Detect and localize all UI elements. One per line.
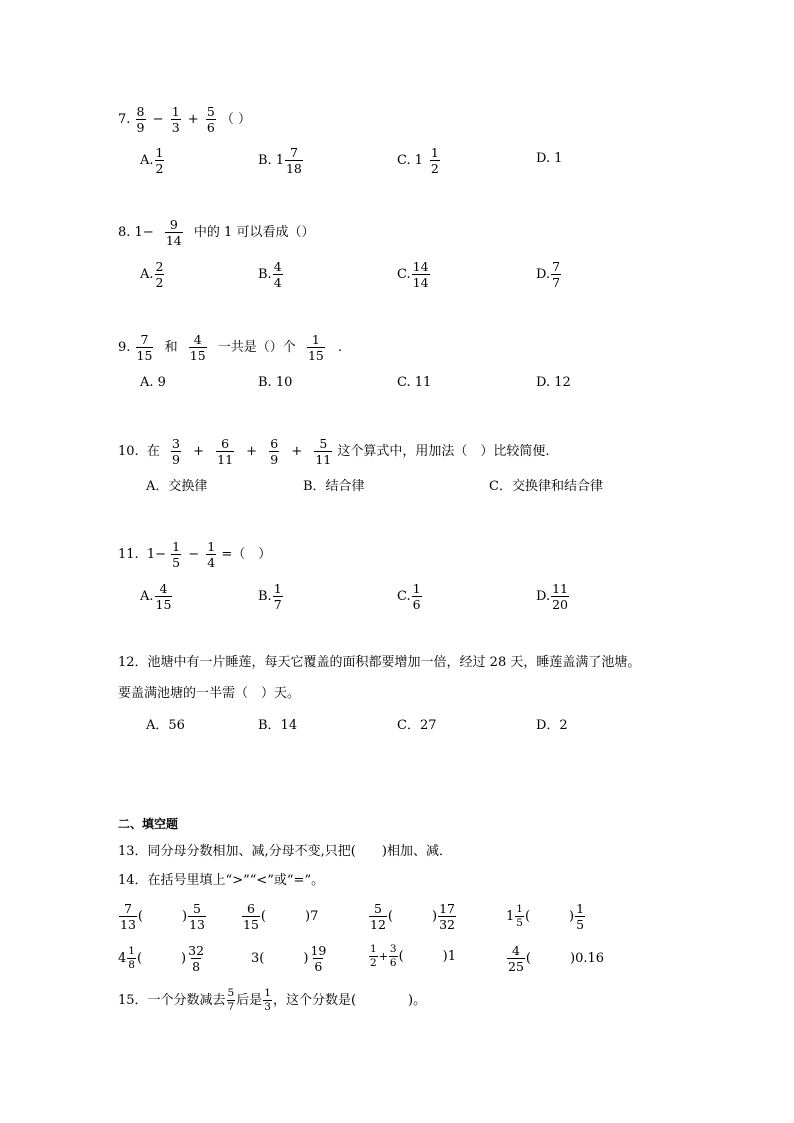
fraction: $\frac{1}{4}$ xyxy=(207,539,216,571)
fraction: $\frac{1}{5}$ xyxy=(516,903,523,930)
option-b[interactable] xyxy=(258,376,292,389)
option-label: B. xyxy=(258,153,272,169)
option-label: C. xyxy=(397,267,411,283)
fraction: $\frac{4}{15}$ xyxy=(189,332,206,364)
fraction: $\frac{1}{3}$ xyxy=(171,104,180,136)
fraction: $\frac{1}{7}$ xyxy=(273,581,282,613)
question-11 xyxy=(118,540,271,569)
fraction: $\frac{1}{5}$ xyxy=(576,901,585,933)
minus-sign: − xyxy=(188,547,200,563)
expression-lead: 1− xyxy=(146,547,166,563)
number: 3 xyxy=(251,951,260,967)
question-15 xyxy=(118,988,426,1013)
option-b[interactable] xyxy=(258,582,284,611)
whole-number: 1 xyxy=(275,153,284,169)
question-text: 后是 xyxy=(236,993,263,1009)
option-c[interactable]: C．交换律和结合律 xyxy=(489,479,603,494)
fraction: $\frac{5}{7}$ xyxy=(227,987,235,1014)
minus-sign: − xyxy=(152,112,164,128)
question-number: 7. xyxy=(118,112,131,128)
plus-sign: + xyxy=(246,444,258,460)
option-b[interactable]: B．结合律 xyxy=(303,479,365,494)
plus-sign: + xyxy=(187,112,199,128)
fraction: $\frac{5}{13}$ xyxy=(189,901,205,933)
fraction: $\frac{4}{15}$ xyxy=(155,581,172,613)
fraction: $\frac{1}{5}$ xyxy=(172,539,181,571)
fraction: $\frac{5}{6}$ xyxy=(206,104,215,136)
fraction: $\frac{5}{11}$ xyxy=(315,436,332,468)
compare-item xyxy=(241,902,318,931)
option-c[interactable] xyxy=(397,376,431,389)
fraction: $\frac{14}{14}$ xyxy=(412,259,429,291)
fraction: $\frac{2}{2}$ xyxy=(155,259,164,291)
fraction: $\frac{7}{18}$ xyxy=(285,145,302,177)
compare-item xyxy=(251,944,328,973)
option-label: C. xyxy=(397,375,411,390)
option-b[interactable] xyxy=(258,146,304,175)
number: 1 xyxy=(447,949,457,965)
fraction: $\frac{5}{12}$ xyxy=(370,901,386,933)
option-a[interactable] xyxy=(140,146,165,175)
fraction: $\frac{7}{7}$ xyxy=(552,259,561,291)
fraction: $\frac{6}{11}$ xyxy=(217,436,234,468)
compare-item xyxy=(506,944,604,973)
blank-paren[interactable]: ( ) xyxy=(137,909,188,925)
question-14: 14．在括号里填上“>”“<”或“=”。 xyxy=(118,873,325,888)
question-text: 15．一个分数减去 xyxy=(118,993,226,1009)
option-label: B. xyxy=(258,267,272,283)
question-7 xyxy=(118,105,251,134)
option-label: D. xyxy=(536,267,551,283)
option-label: D. xyxy=(536,589,551,605)
option-c[interactable] xyxy=(397,582,423,611)
option-value: 12 xyxy=(554,375,571,390)
option-a[interactable] xyxy=(140,260,165,289)
fraction: $\frac{4}{4}$ xyxy=(273,259,282,291)
question-number: 11. xyxy=(118,547,139,563)
option-value: 1 xyxy=(554,151,563,166)
question-text: 这个算式中，用加法（ ）比较简便. xyxy=(337,444,550,460)
option-c[interactable] xyxy=(397,146,441,175)
fraction: $\frac{7}{13}$ xyxy=(120,901,136,933)
question-number: 9. xyxy=(118,340,131,356)
option-d[interactable] xyxy=(536,376,571,389)
fraction: $\frac{17}{32}$ xyxy=(439,901,455,933)
option-label: A. xyxy=(140,153,154,169)
number: 7 xyxy=(310,909,319,925)
option-a[interactable] xyxy=(140,582,173,611)
question-text: 一共是（）个 xyxy=(217,340,296,356)
fraction: $\frac{6}{9}$ xyxy=(270,436,279,468)
blank-paren[interactable]: ( ) xyxy=(525,951,576,967)
fraction: $\frac{1}{2}$ xyxy=(155,145,164,177)
whole-number: 4 xyxy=(118,951,127,967)
option-label: C. xyxy=(397,589,411,605)
question-12-line-1: 12．池塘中有一片睡莲，每天它覆盖的面积都要增加一倍，经过 28 天，睡莲盖满了池塘。 xyxy=(118,655,641,670)
plus-sign: + xyxy=(193,444,204,460)
answer-paren: =（ ） xyxy=(221,547,272,563)
question-text: ，这个分数是( )。 xyxy=(272,993,427,1009)
fraction: $\frac{1}{8}$ xyxy=(128,945,135,972)
option-label: D. xyxy=(536,151,551,166)
blank-paren[interactable]: ( ) xyxy=(524,909,575,925)
option-d[interactable] xyxy=(536,152,562,165)
option-d[interactable]: D．2 xyxy=(536,718,568,733)
blank-paren[interactable]: ( ) xyxy=(136,951,187,967)
option-label: D. xyxy=(536,375,551,390)
fraction: $\frac{11}{20}$ xyxy=(552,581,568,613)
fraction: $\frac{7}{15}$ xyxy=(136,332,153,364)
question-10 xyxy=(118,437,550,466)
question-13: 13．同分母分数相加、减,分母不变,只把( )相加、减． xyxy=(118,844,452,859)
period: . xyxy=(338,340,343,356)
blank-paren[interactable]: ( ) xyxy=(387,909,438,925)
plus-sign: + xyxy=(378,950,388,964)
answer-paren: （ ） xyxy=(220,112,252,128)
compare-item xyxy=(368,944,456,969)
blank-paren[interactable]: ( ) xyxy=(259,951,309,967)
option-value: 11 xyxy=(414,375,432,390)
option-label: B. xyxy=(258,589,272,605)
fraction: $\frac{6}{15}$ xyxy=(243,901,259,933)
fraction: $\frac{1}{2}$ xyxy=(370,943,377,970)
question-9 xyxy=(118,333,342,362)
question-text: 中的 1 可以看成（） xyxy=(193,225,315,241)
option-a[interactable]: A．56 xyxy=(146,718,185,733)
option-c[interactable]: C．27 xyxy=(397,718,437,733)
fraction: $\frac{19}{6}$ xyxy=(310,943,327,975)
question-number: 8. xyxy=(118,225,131,241)
fraction: $\frac{1}{6}$ xyxy=(412,581,421,613)
fraction: $\frac{4}{25}$ xyxy=(508,943,524,975)
fraction: $\frac{1}{3}$ xyxy=(264,987,271,1014)
expression-lead: 1− xyxy=(134,225,154,241)
option-label: A. xyxy=(140,267,154,283)
compare-item xyxy=(506,902,586,931)
fraction: $\frac{1}{2}$ xyxy=(430,145,439,177)
option-label: A. xyxy=(140,375,154,390)
whole-number: 1 xyxy=(506,909,515,925)
fraction: $\frac{32}{8}$ xyxy=(188,943,205,975)
fraction: $\frac{9}{14}$ xyxy=(165,217,182,249)
compare-item xyxy=(118,944,206,973)
blank-paren[interactable]: ( ) xyxy=(398,949,448,965)
question-text: 和 xyxy=(164,340,178,356)
option-a[interactable] xyxy=(140,376,166,389)
compare-item xyxy=(118,902,207,931)
section-title: 二、填空题 xyxy=(118,817,179,831)
fraction: $\frac{3}{6}$ xyxy=(389,943,397,970)
option-label: B. xyxy=(258,375,272,390)
question-text: 在 xyxy=(146,444,160,460)
plus-sign: + xyxy=(291,444,303,460)
question-number: 10. xyxy=(118,444,139,460)
fraction: $\frac{3}{9}$ xyxy=(171,436,180,468)
option-d[interactable] xyxy=(536,582,570,611)
option-value: 10 xyxy=(275,375,293,390)
fraction: $\frac{1}{15}$ xyxy=(307,332,324,364)
option-label: C. xyxy=(397,153,411,169)
number: 0.16 xyxy=(575,951,605,967)
option-c[interactable] xyxy=(397,260,431,289)
option-d[interactable] xyxy=(536,260,562,289)
compare-item xyxy=(368,902,457,931)
whole-number: 1 xyxy=(414,153,423,169)
option-label: A. xyxy=(140,589,154,605)
option-a[interactable]: A．交换律 xyxy=(146,479,208,494)
option-value: 9 xyxy=(157,375,166,390)
blank-paren[interactable]: ( ) xyxy=(260,909,311,925)
question-12-line-2: 要盖满池塘的一半需（ ）天。 xyxy=(118,686,301,701)
option-b[interactable]: B．14 xyxy=(258,718,298,733)
fraction: $\frac{8}{9}$ xyxy=(136,104,145,136)
question-8 xyxy=(118,218,314,247)
option-b[interactable] xyxy=(258,260,284,289)
